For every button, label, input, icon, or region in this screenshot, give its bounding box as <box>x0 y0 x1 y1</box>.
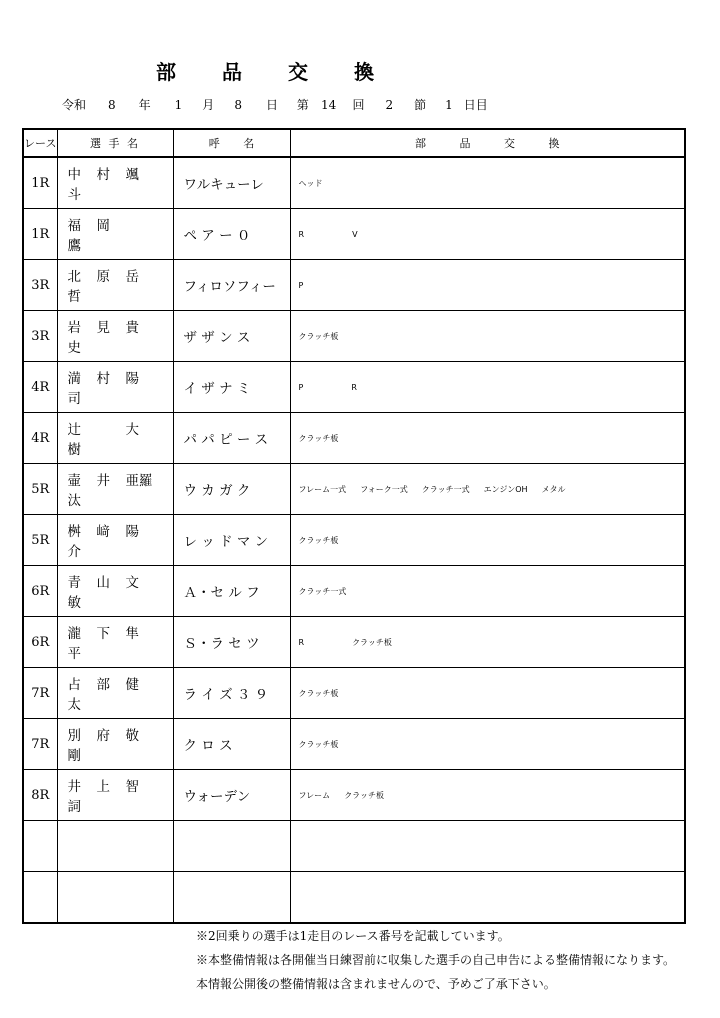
rider-name-cell <box>57 668 173 719</box>
rider-name-char: 詞 <box>67 799 81 815</box>
parts-cell <box>290 311 685 362</box>
rider-name-char: 北 <box>67 269 81 285</box>
month: 1 <box>174 98 183 112</box>
year-unit: 年 <box>138 98 151 112</box>
part-item: クラッチ板 <box>298 535 339 545</box>
race-cell: 4R <box>23 413 57 464</box>
parts-cell <box>290 872 685 924</box>
month-unit: 月 <box>202 98 215 112</box>
rider-name-char: 哲 <box>67 289 81 305</box>
rider-name-char: 岡 <box>96 218 110 234</box>
rider-name-cell <box>57 770 173 821</box>
part-item: P <box>298 280 304 290</box>
nickname-cell: Ａ・セ ル フ <box>173 566 290 617</box>
race-cell: 7R <box>23 668 57 719</box>
rider-name-char: 上 <box>96 779 110 795</box>
day-unit: 日 <box>265 98 278 112</box>
rider-name-char: 占 <box>67 677 81 693</box>
rider-name-char: 井 <box>96 473 110 489</box>
race-cell: 5R <box>23 515 57 566</box>
part-item: クラッチ一式 <box>298 586 347 596</box>
header-nickname: 呼 名 <box>173 129 290 157</box>
date-line <box>62 96 488 113</box>
part-item: V <box>352 229 358 239</box>
meet-unit: 回 <box>352 98 365 112</box>
day-no: 1 <box>445 98 453 112</box>
part-item: クラッチ板 <box>352 637 392 647</box>
title-char: 交 <box>288 60 308 84</box>
rider-name-char: 別 <box>67 728 81 744</box>
rider-name-char: 府 <box>96 728 110 744</box>
rider-name-char: 壷 <box>67 473 81 489</box>
rider-name-char: 下 <box>96 626 110 642</box>
note-line: ※本整備情報は各開催当日練習前に収集した選手の自己申告による整備情報になります。 <box>196 953 676 967</box>
rider-name-char: 青 <box>67 575 81 591</box>
part-item: フレーム一式 <box>298 484 347 494</box>
session-no: 2 <box>385 98 394 112</box>
parts-cell <box>290 770 685 821</box>
rider-name-cell <box>57 872 173 924</box>
rider-name-cell <box>57 566 173 617</box>
parts-cell <box>290 719 685 770</box>
header-parts: 部 品 交 換 <box>290 129 685 157</box>
rider-name-char: 瀧 <box>67 626 81 642</box>
rider-name-cell <box>57 157 173 209</box>
title-char: 部 <box>156 60 176 84</box>
parts-cell <box>290 209 685 260</box>
rider-name-char: 﨑 <box>96 524 110 540</box>
rider-name-cell <box>57 515 173 566</box>
parts-cell <box>290 362 685 413</box>
parts-cell <box>290 617 685 668</box>
rider-name-char: 太 <box>67 697 81 713</box>
header-rider: 選 手 名 <box>57 129 173 157</box>
meet-prefix: 第 <box>296 98 309 112</box>
rider-name-char: 中 <box>67 167 81 183</box>
race-cell: 3R <box>23 311 57 362</box>
nickname-cell: ウ カ ガ ク <box>173 464 290 515</box>
rider-name-char: 文 <box>125 575 139 591</box>
era: 令和 <box>62 98 87 112</box>
rider-name-cell <box>57 719 173 770</box>
rider-name-char: 史 <box>67 340 81 356</box>
nickname-cell: ラ イ ズ ３ ９ <box>173 668 290 719</box>
part-item: P <box>298 382 304 392</box>
rider-name-char: 司 <box>67 391 81 407</box>
note-line: 本情報公開後の整備情報は含まれませんので、予めご了承下さい。 <box>196 977 556 991</box>
rider-name-char: 原 <box>96 269 110 285</box>
rider-name-char: 大 <box>125 422 139 438</box>
note-line: ※2回乗りの選手は1走目のレース番号を記載しています。 <box>196 929 510 943</box>
part-item: エンジンOH <box>483 484 528 494</box>
rider-name-char: 見 <box>96 320 110 336</box>
table-row <box>23 413 685 464</box>
rider-name-char: 村 <box>96 371 110 387</box>
parts-cell <box>290 157 685 209</box>
rider-name-char: 岩 <box>67 320 81 336</box>
table-row <box>23 260 685 311</box>
parts-cell <box>290 260 685 311</box>
nickname-cell: フィロソフィー <box>173 260 290 311</box>
rider-name-cell <box>57 464 173 515</box>
nickname-cell: パ パ ピ ー ス <box>173 413 290 464</box>
rider-name-char: 桝 <box>67 524 81 540</box>
part-item: フォーク一式 <box>360 484 408 494</box>
table-row <box>23 157 685 209</box>
table-row <box>23 515 685 566</box>
title-char: 品 <box>222 60 242 84</box>
rider-name-char: 樹 <box>67 442 81 458</box>
nickname-cell: ウォーデン <box>173 770 290 821</box>
parts-cell <box>290 821 685 872</box>
table-row <box>23 821 685 872</box>
rider-name-char: 敏 <box>67 595 81 611</box>
nickname-cell <box>173 872 290 924</box>
parts-cell <box>290 668 685 719</box>
nickname-cell: イ ザ ナ ミ <box>173 362 290 413</box>
nickname-cell: ク ロ ス <box>173 719 290 770</box>
table-row <box>23 362 685 413</box>
table-row <box>23 668 685 719</box>
race-cell: 4R <box>23 362 57 413</box>
rider-name-cell <box>57 311 173 362</box>
part-item: R <box>351 382 357 392</box>
rider-name-cell <box>57 617 173 668</box>
table-row <box>23 719 685 770</box>
rider-name-char: 陽 <box>125 371 139 387</box>
nickname-cell: ペ ア ー ０ <box>173 209 290 260</box>
part-item: メタル <box>541 484 566 494</box>
table-row <box>23 566 685 617</box>
part-item: クラッチ板 <box>298 739 339 749</box>
part-item: クラッチ板 <box>298 688 339 698</box>
table-row <box>23 617 685 668</box>
parts-cell <box>290 464 685 515</box>
part-item: クラッチ板 <box>298 331 339 341</box>
rider-name-char: 岳 <box>125 269 139 285</box>
race-cell: 1R <box>23 209 57 260</box>
year: 8 <box>108 98 116 112</box>
parts-cell <box>290 413 685 464</box>
day-no-unit: 日目 <box>463 98 488 112</box>
parts-cell <box>290 515 685 566</box>
rider-name-cell <box>57 413 173 464</box>
rider-name-char: 平 <box>67 646 81 662</box>
header-race: レース <box>23 129 57 157</box>
part-item: R <box>298 229 305 239</box>
rider-name-char: 敬 <box>125 728 139 744</box>
meet-no: 14 <box>320 98 337 112</box>
rider-name-char: 福 <box>67 218 81 234</box>
parts-cell <box>290 566 685 617</box>
session-unit: 節 <box>414 98 427 112</box>
parts-exchange-table <box>22 128 686 924</box>
part-item: クラッチ板 <box>298 433 339 443</box>
table-row <box>23 464 685 515</box>
race-cell <box>23 821 57 872</box>
rider-name-char: 満 <box>67 371 81 387</box>
rider-name-char: 村 <box>96 167 110 183</box>
part-item: クラッチ板 <box>344 790 385 800</box>
nickname-cell: レ ッ ド マ ン <box>173 515 290 566</box>
rider-name-char: 斗 <box>67 187 81 203</box>
table-row <box>23 311 685 362</box>
nickname-cell: ザ ザ ン ス <box>173 311 290 362</box>
rider-name-char: 山 <box>96 575 110 591</box>
rider-name-cell <box>57 209 173 260</box>
rider-name-char: 颯 <box>125 167 139 183</box>
race-cell: 3R <box>23 260 57 311</box>
day: 8 <box>234 98 242 112</box>
rider-name-char: 智 <box>125 779 139 795</box>
rider-name-char: 健 <box>125 677 139 693</box>
table-row <box>23 770 685 821</box>
part-item: R <box>298 637 305 647</box>
table-row <box>23 872 685 924</box>
rider-name-char: 剛 <box>67 748 81 764</box>
race-cell: 6R <box>23 617 57 668</box>
rider-name-char: 部 <box>96 677 110 693</box>
rider-name-char: 隼 <box>125 626 139 642</box>
rider-name-cell <box>57 260 173 311</box>
part-item: クラッチ一式 <box>421 484 470 494</box>
rider-name-char: 井 <box>67 779 81 795</box>
table-row <box>23 209 685 260</box>
rider-name-cell <box>57 362 173 413</box>
rider-name-cell <box>57 821 173 872</box>
rider-name-char: 鷹 <box>67 238 81 254</box>
notes <box>196 924 675 996</box>
rider-name-char: 介 <box>67 544 81 560</box>
nickname-cell <box>173 821 290 872</box>
race-cell: 5R <box>23 464 57 515</box>
rider-name-char: 亜羅 <box>125 473 153 489</box>
nickname-cell: Ｓ・ラ セ ツ <box>173 617 290 668</box>
race-cell: 8R <box>23 770 57 821</box>
race-cell: 7R <box>23 719 57 770</box>
title-char: 換 <box>354 60 374 84</box>
race-cell <box>23 872 57 924</box>
rider-name-char: 汰 <box>67 493 81 509</box>
rider-name-char: 辻 <box>67 422 81 438</box>
part-item: フレーム <box>298 790 331 800</box>
rider-name-char: 貴 <box>125 320 139 336</box>
part-item: ヘッド <box>298 178 323 188</box>
page-title <box>0 56 530 85</box>
rider-name-char: 陽 <box>125 524 139 540</box>
header-row <box>23 129 685 157</box>
nickname-cell: ワルキューレ <box>173 157 290 209</box>
race-cell: 6R <box>23 566 57 617</box>
race-cell: 1R <box>23 157 57 209</box>
